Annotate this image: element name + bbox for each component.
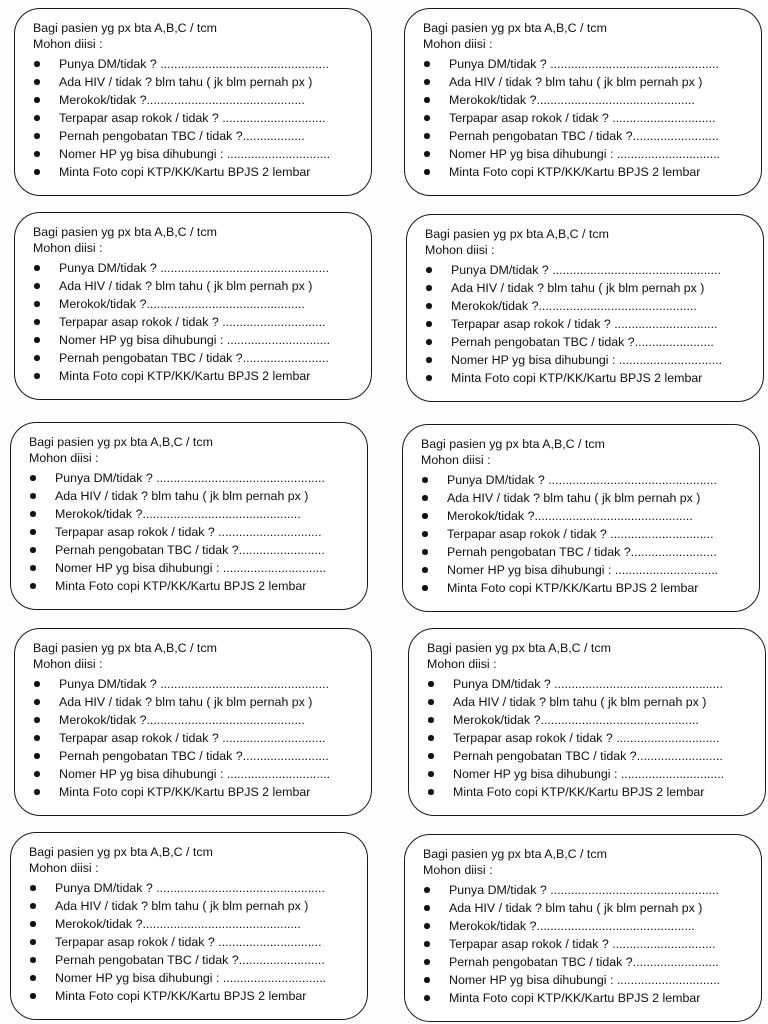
- question-text: Ada HIV / tidak ? blm tahu ( jk blm pernah px ): [55, 899, 309, 913]
- question-text: Pernah pengobatan TBC / tidak ?.........................: [447, 545, 717, 559]
- card-subtitle: Mohon diisi :: [423, 37, 493, 51]
- question-item: [33, 367, 359, 385]
- question-text: Ada HIV / tidak ? blm tahu ( jk blm pernah px ): [451, 281, 705, 295]
- question-text: Merokok/tidak ?..............................................: [451, 299, 697, 313]
- bullet-icon: [426, 285, 432, 291]
- bullet-icon: [34, 771, 40, 777]
- question-item: [425, 297, 751, 315]
- bullet-icon: [428, 753, 434, 759]
- question-text: Ada HIV / tidak ? blm tahu ( jk blm pernah px ): [447, 491, 701, 505]
- question-item: [33, 765, 359, 783]
- question-item: [427, 747, 753, 765]
- question-item: [29, 541, 355, 559]
- question-item: [29, 933, 355, 951]
- bullet-icon: [424, 959, 430, 965]
- question-text: Minta Foto copi KTP/KK/Kartu BPJS 2 lembar: [447, 581, 699, 595]
- bullet-icon: [30, 993, 36, 999]
- card-title: Bagi pasien yg px bta A,B,C / tcm: [33, 641, 217, 655]
- question-text: Nomer HP yg bisa dihubungi : ..............................: [59, 333, 331, 347]
- question-item: [427, 765, 753, 783]
- question-item: [427, 783, 753, 801]
- question-text: Terpapar asap rokok / tidak ? ..............................: [453, 731, 720, 745]
- question-text: Pernah pengobatan TBC / tidak ?..................: [59, 129, 305, 143]
- question-text: Nomer HP yg bisa dihubungi : ..............................: [55, 971, 327, 985]
- question-item: [33, 55, 359, 73]
- question-text: Pernah pengobatan TBC / tidak ?.........................: [55, 953, 325, 967]
- card-title: Bagi pasien yg px bta A,B,C / tcm: [427, 641, 611, 655]
- question-text: Pernah pengobatan TBC / tidak ?.........................: [55, 543, 325, 557]
- bullet-icon: [424, 977, 430, 983]
- question-item: [29, 951, 355, 969]
- bullet-icon: [30, 939, 36, 945]
- question-text: Ada HIV / tidak ? blm tahu ( jk blm pernah px ): [449, 75, 703, 89]
- bullet-icon: [30, 529, 36, 535]
- question-item: [33, 693, 359, 711]
- bullet-icon: [426, 303, 432, 309]
- card-subtitle: Mohon diisi :: [33, 241, 103, 255]
- bullet-icon: [422, 495, 428, 501]
- question-item: [425, 351, 751, 369]
- question-item: [423, 127, 749, 145]
- bullet-icon: [426, 357, 432, 363]
- question-item: [421, 543, 747, 561]
- question-text: Terpapar asap rokok / tidak ? ..............................: [59, 315, 326, 329]
- bullet-icon: [424, 133, 430, 139]
- question-item: [29, 523, 355, 541]
- bullet-icon: [424, 887, 430, 893]
- bullet-icon: [34, 283, 40, 289]
- question-text: Punya DM/tidak ? .................................................: [447, 473, 717, 487]
- bullet-icon: [34, 319, 40, 325]
- question-item: [427, 675, 753, 693]
- bullet-icon: [422, 531, 428, 537]
- question-text: Ada HIV / tidak ? blm tahu ( jk blm pernah px ): [59, 695, 313, 709]
- bullet-icon: [30, 957, 36, 963]
- question-text: Ada HIV / tidak ? blm tahu ( jk blm pernah px ): [453, 695, 707, 709]
- question-text: Merokok/tidak ?..............................................: [59, 713, 305, 727]
- question-text: Minta Foto copi KTP/KK/Kartu BPJS 2 lembar: [453, 785, 705, 799]
- card-title: Bagi pasien yg px bta A,B,C / tcm: [423, 847, 607, 861]
- question-text: Punya DM/tidak ? .................................................: [55, 881, 325, 895]
- question-text: Merokok/tidak ?..............................................: [55, 507, 301, 521]
- card-title: Bagi pasien yg px bta A,B,C / tcm: [33, 21, 217, 35]
- card-title: Bagi pasien yg px bta A,B,C / tcm: [421, 437, 605, 451]
- question-item: [29, 897, 355, 915]
- bullet-icon: [34, 337, 40, 343]
- question-text: Punya DM/tidak ? .................................................: [59, 57, 329, 71]
- question-text: Minta Foto copi KTP/KK/Kartu BPJS 2 lembar: [55, 579, 307, 593]
- question-item: [425, 369, 751, 387]
- question-item: [423, 989, 749, 1007]
- bullet-icon: [34, 373, 40, 379]
- bullet-icon: [424, 97, 430, 103]
- question-text: Merokok/tidak ?..............................................: [59, 297, 305, 311]
- bullet-icon: [424, 995, 430, 1001]
- bullet-icon: [426, 375, 432, 381]
- bullet-icon: [30, 583, 36, 589]
- patient-card-2: [404, 8, 762, 196]
- question-text: Punya DM/tidak ? .................................................: [449, 883, 719, 897]
- question-text: Pernah pengobatan TBC / tidak ?.........................: [59, 749, 329, 763]
- card-subtitle: Mohon diisi :: [29, 451, 99, 465]
- bullet-icon: [34, 699, 40, 705]
- card-question-list: [29, 879, 355, 1005]
- card-question-list: [421, 471, 747, 597]
- question-item: [33, 109, 359, 127]
- question-item: [425, 315, 751, 333]
- patient-card-6: [402, 424, 760, 612]
- question-text: Nomer HP yg bisa dihubungi : ..............................: [59, 767, 331, 781]
- bullet-icon: [426, 321, 432, 327]
- bullet-icon: [30, 493, 36, 499]
- question-text: Nomer HP yg bisa dihubungi : ..............................: [447, 563, 719, 577]
- question-text: Minta Foto copi KTP/KK/Kartu BPJS 2 lembar: [55, 989, 307, 1003]
- question-item: [421, 507, 747, 525]
- bullet-icon: [428, 681, 434, 687]
- question-text: Terpapar asap rokok / tidak ? ..............................: [59, 731, 326, 745]
- bullet-icon: [30, 565, 36, 571]
- bullet-icon: [426, 267, 432, 273]
- question-item: [421, 561, 747, 579]
- bullet-icon: [424, 115, 430, 121]
- card-title: Bagi pasien yg px bta A,B,C / tcm: [425, 227, 609, 241]
- bullet-icon: [34, 61, 40, 67]
- bullet-icon: [30, 975, 36, 981]
- question-text: Merokok/tidak ?..............................................: [449, 919, 695, 933]
- question-text: Terpapar asap rokok / tidak ? ..............................: [59, 111, 326, 125]
- bullet-icon: [34, 301, 40, 307]
- bullet-icon: [422, 513, 428, 519]
- question-item: [423, 953, 749, 971]
- patient-card-8: [408, 628, 766, 816]
- question-item: [425, 261, 751, 279]
- question-text: Nomer HP yg bisa dihubungi : ..............................: [453, 767, 725, 781]
- bullet-icon: [424, 905, 430, 911]
- question-text: Minta Foto copi KTP/KK/Kartu BPJS 2 lembar: [59, 165, 311, 179]
- question-item: [29, 577, 355, 595]
- bullet-icon: [34, 681, 40, 687]
- question-item: [423, 145, 749, 163]
- bullet-icon: [424, 923, 430, 929]
- card-question-list: [29, 469, 355, 595]
- question-text: Punya DM/tidak ? .................................................: [449, 57, 719, 71]
- question-item: [423, 73, 749, 91]
- question-text: Pernah pengobatan TBC / tidak ?.........................: [449, 129, 719, 143]
- question-item: [423, 917, 749, 935]
- question-text: Merokok/tidak ?..............................................: [449, 93, 695, 107]
- question-item: [33, 675, 359, 693]
- question-item: [29, 487, 355, 505]
- question-item: [33, 747, 359, 765]
- bullet-icon: [34, 151, 40, 157]
- bullet-icon: [30, 903, 36, 909]
- question-item: [33, 729, 359, 747]
- question-item: [33, 127, 359, 145]
- card-question-list: [423, 55, 749, 181]
- question-text: Merokok/tidak ?..............................................: [453, 713, 699, 727]
- question-text: Punya DM/tidak ? .................................................: [451, 263, 721, 277]
- question-item: [423, 881, 749, 899]
- question-item: [427, 729, 753, 747]
- bullet-icon: [34, 115, 40, 121]
- question-text: Nomer HP yg bisa dihubungi : ..............................: [449, 973, 721, 987]
- card-question-list: [33, 55, 359, 181]
- question-text: Minta Foto copi KTP/KK/Kartu BPJS 2 lembar: [451, 371, 703, 385]
- patient-card-5: [10, 422, 368, 610]
- question-text: Punya DM/tidak ? .................................................: [55, 471, 325, 485]
- question-text: Terpapar asap rokok / tidak ? ..............................: [449, 937, 716, 951]
- question-text: Minta Foto copi KTP/KK/Kartu BPJS 2 lembar: [449, 165, 701, 179]
- question-item: [421, 525, 747, 543]
- question-item: [29, 505, 355, 523]
- question-text: Punya DM/tidak ? .................................................: [59, 677, 329, 691]
- question-text: Minta Foto copi KTP/KK/Kartu BPJS 2 lembar: [59, 369, 311, 383]
- bullet-icon: [422, 477, 428, 483]
- card-question-list: [423, 881, 749, 1007]
- question-text: Punya DM/tidak ? .................................................: [59, 261, 329, 275]
- patient-card-4: [406, 214, 764, 402]
- question-item: [29, 987, 355, 1005]
- patient-card-9: [10, 832, 368, 1020]
- bullet-icon: [34, 717, 40, 723]
- question-item: [29, 915, 355, 933]
- bullet-icon: [34, 355, 40, 361]
- question-item: [427, 693, 753, 711]
- bullet-icon: [424, 941, 430, 947]
- question-item: [423, 899, 749, 917]
- question-text: Minta Foto copi KTP/KK/Kartu BPJS 2 lembar: [449, 991, 701, 1005]
- bullet-icon: [424, 169, 430, 175]
- question-item: [423, 163, 749, 181]
- card-subtitle: Mohon diisi :: [427, 657, 497, 671]
- question-text: Ada HIV / tidak ? blm tahu ( jk blm pernah px ): [59, 279, 313, 293]
- card-question-list: [427, 675, 753, 801]
- question-text: Pernah pengobatan TBC / tidak ?.......................: [451, 335, 714, 349]
- question-text: Merokok/tidak ?..............................................: [447, 509, 693, 523]
- bullet-icon: [428, 717, 434, 723]
- bullet-icon: [34, 753, 40, 759]
- bullet-icon: [30, 475, 36, 481]
- question-item: [33, 783, 359, 801]
- question-item: [33, 711, 359, 729]
- question-item: [33, 73, 359, 91]
- patient-card-1: [14, 8, 372, 196]
- question-item: [423, 55, 749, 73]
- card-title: Bagi pasien yg px bta A,B,C / tcm: [29, 435, 213, 449]
- question-text: Nomer HP yg bisa dihubungi : ..............................: [451, 353, 723, 367]
- card-subtitle: Mohon diisi :: [423, 863, 493, 877]
- question-text: Ada HIV / tidak ? blm tahu ( jk blm pernah px ): [55, 489, 309, 503]
- question-item: [421, 471, 747, 489]
- bullet-icon: [30, 885, 36, 891]
- question-item: [425, 333, 751, 351]
- question-item: [423, 971, 749, 989]
- question-text: Punya DM/tidak ? .................................................: [453, 677, 723, 691]
- question-item: [29, 469, 355, 487]
- card-question-list: [33, 259, 359, 385]
- question-text: Nomer HP yg bisa dihubungi : ..............................: [55, 561, 327, 575]
- question-item: [33, 259, 359, 277]
- question-item: [33, 295, 359, 313]
- question-item: [425, 279, 751, 297]
- card-title: Bagi pasien yg px bta A,B,C / tcm: [29, 845, 213, 859]
- bullet-icon: [422, 567, 428, 573]
- bullet-icon: [424, 61, 430, 67]
- bullet-icon: [426, 339, 432, 345]
- card-subtitle: Mohon diisi :: [33, 657, 103, 671]
- question-text: Terpapar asap rokok / tidak ? ..............................: [55, 935, 322, 949]
- card-subtitle: Mohon diisi :: [29, 861, 99, 875]
- question-item: [421, 489, 747, 507]
- question-text: Merokok/tidak ?..............................................: [55, 917, 301, 931]
- bullet-icon: [34, 97, 40, 103]
- bullet-icon: [428, 789, 434, 795]
- question-item: [33, 349, 359, 367]
- question-item: [29, 969, 355, 987]
- bullet-icon: [422, 585, 428, 591]
- question-item: [33, 145, 359, 163]
- patient-card-7: [14, 628, 372, 816]
- bullet-icon: [34, 265, 40, 271]
- bullet-icon: [428, 699, 434, 705]
- bullet-icon: [30, 547, 36, 553]
- question-text: Minta Foto copi KTP/KK/Kartu BPJS 2 lembar: [59, 785, 311, 799]
- question-text: Terpapar asap rokok / tidak ? ..............................: [449, 111, 716, 125]
- card-question-list: [33, 675, 359, 801]
- bullet-icon: [34, 735, 40, 741]
- question-item: [423, 935, 749, 953]
- bullet-icon: [424, 151, 430, 157]
- card-subtitle: Mohon diisi :: [425, 243, 495, 257]
- bullet-icon: [34, 789, 40, 795]
- card-title: Bagi pasien yg px bta A,B,C / tcm: [33, 225, 217, 239]
- bullet-icon: [428, 735, 434, 741]
- question-text: Ada HIV / tidak ? blm tahu ( jk blm pernah px ): [449, 901, 703, 915]
- question-item: [33, 277, 359, 295]
- bullet-icon: [422, 549, 428, 555]
- question-text: Terpapar asap rokok / tidak ? ..............................: [451, 317, 718, 331]
- question-item: [33, 313, 359, 331]
- question-item: [33, 91, 359, 109]
- question-item: [423, 109, 749, 127]
- question-text: Nomer HP yg bisa dihubungi : ..............................: [449, 147, 721, 161]
- question-text: Pernah pengobatan TBC / tidak ?.........................: [449, 955, 719, 969]
- bullet-icon: [30, 921, 36, 927]
- bullet-icon: [424, 79, 430, 85]
- question-text: Pernah pengobatan TBC / tidak ?.........................: [453, 749, 723, 763]
- patient-card-10: [404, 834, 762, 1022]
- card-subtitle: Mohon diisi :: [421, 453, 491, 467]
- question-text: Terpapar asap rokok / tidak ? ..............................: [55, 525, 322, 539]
- question-text: Ada HIV / tidak ? blm tahu ( jk blm pernah px ): [59, 75, 313, 89]
- question-item: [33, 163, 359, 181]
- question-item: [423, 91, 749, 109]
- card-subtitle: Mohon diisi :: [33, 37, 103, 51]
- question-text: Terpapar asap rokok / tidak ? ..............................: [447, 527, 714, 541]
- question-text: Pernah pengobatan TBC / tidak ?.........................: [59, 351, 329, 365]
- bullet-icon: [34, 133, 40, 139]
- card-question-list: [425, 261, 751, 387]
- bullet-icon: [30, 511, 36, 517]
- bullet-icon: [34, 169, 40, 175]
- question-item: [421, 579, 747, 597]
- question-item: [29, 559, 355, 577]
- question-item: [427, 711, 753, 729]
- card-title: Bagi pasien yg px bta A,B,C / tcm: [423, 21, 607, 35]
- question-item: [33, 331, 359, 349]
- question-item: [29, 879, 355, 897]
- question-text: Merokok/tidak ?..............................................: [59, 93, 305, 107]
- bullet-icon: [428, 771, 434, 777]
- question-text: Nomer HP yg bisa dihubungi : ..............................: [59, 147, 331, 161]
- bullet-icon: [34, 79, 40, 85]
- patient-card-3: [14, 212, 372, 400]
